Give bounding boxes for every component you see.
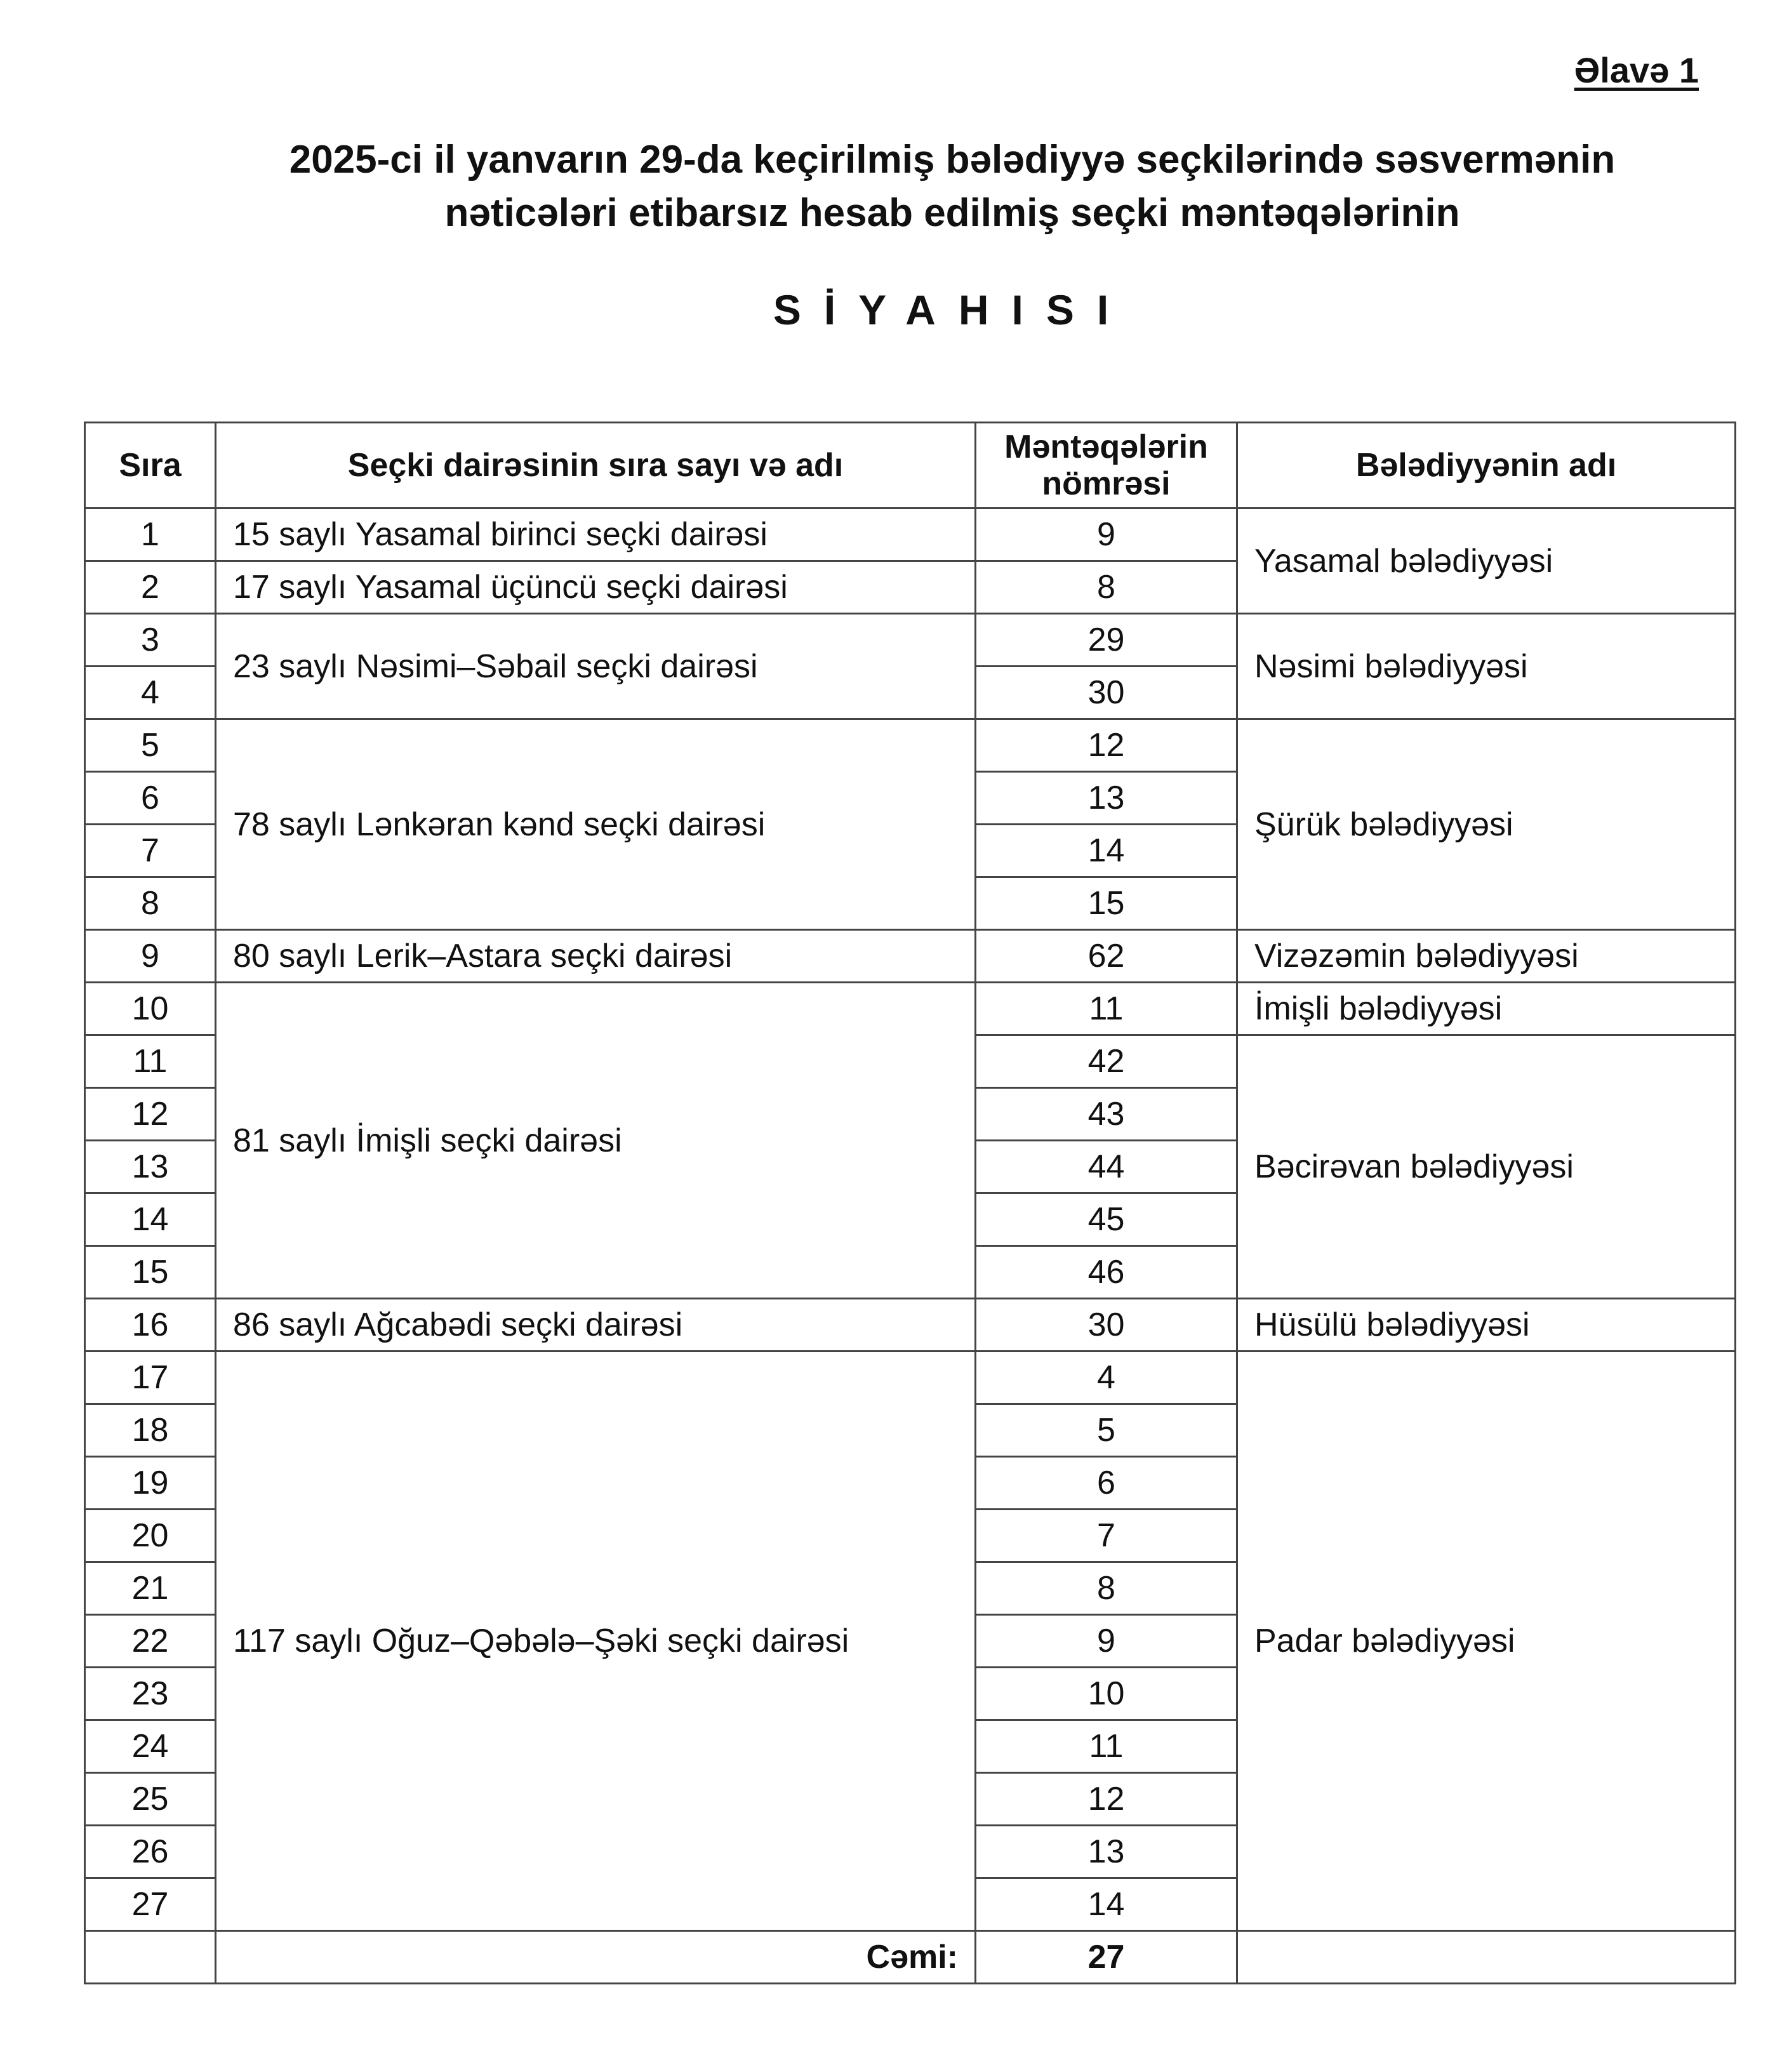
- district-cell: 117 saylı Oğuz–Qəbələ–Şəki seçki dairəsi: [216, 1351, 976, 1931]
- table-row: [85, 930, 1736, 983]
- district-cell: 81 saylı İmişli seçki dairəsi: [216, 983, 976, 1299]
- header-municipality: Bələdiyyənin adı: [1237, 423, 1736, 508]
- sira-cell: 9: [85, 930, 216, 983]
- sira-cell: 26: [85, 1826, 216, 1878]
- table-row: [85, 1299, 1736, 1351]
- municipality-cell: Vizəzəmin bələdiyyəsi: [1237, 930, 1736, 983]
- sira-cell: 27: [85, 1878, 216, 1931]
- total-empty-cell: [85, 1931, 216, 1984]
- station-cell: 46: [976, 1246, 1237, 1299]
- sira-cell: 13: [85, 1141, 216, 1193]
- district-cell: 78 saylı Lənkəran kənd seçki dairəsi: [216, 719, 976, 930]
- station-cell: 30: [976, 1299, 1237, 1351]
- sira-cell: 7: [85, 825, 216, 877]
- total-empty-cell: [1237, 1931, 1736, 1984]
- polling-stations-table: [84, 422, 1736, 1984]
- station-cell: 8: [976, 1562, 1237, 1615]
- station-cell: 9: [976, 1615, 1237, 1668]
- sira-cell: 3: [85, 614, 216, 667]
- table-row: [85, 719, 1736, 772]
- sira-cell: 15: [85, 1246, 216, 1299]
- header-sira: Sıra: [85, 423, 216, 508]
- station-cell: 13: [976, 772, 1237, 825]
- station-cell: 4: [976, 1351, 1237, 1404]
- municipality-cell: Padar bələdiyyəsi: [1237, 1351, 1736, 1931]
- header-stations-line-1: Məntəqələrin: [1004, 428, 1208, 465]
- header-district: Seçki dairəsinin sıra sayı və adı: [216, 423, 976, 508]
- sira-cell: 25: [85, 1773, 216, 1826]
- station-cell: 12: [976, 1773, 1237, 1826]
- municipality-cell: Şürük bələdiyyəsi: [1237, 719, 1736, 930]
- district-cell: 15 saylı Yasamal birinci seçki dairəsi: [216, 508, 976, 561]
- district-cell: 80 saylı Lerik–Astara seçki dairəsi: [216, 930, 976, 983]
- station-cell: 10: [976, 1668, 1237, 1720]
- table-row: [85, 1351, 1736, 1404]
- sira-cell: 10: [85, 983, 216, 1035]
- district-cell: 23 saylı Nəsimi–Səbail seçki dairəsi: [216, 614, 976, 719]
- station-cell: 11: [976, 983, 1237, 1035]
- station-cell: 45: [976, 1193, 1237, 1246]
- station-cell: 13: [976, 1826, 1237, 1878]
- sira-cell: 21: [85, 1562, 216, 1615]
- sira-cell: 24: [85, 1720, 216, 1773]
- station-cell: 15: [976, 877, 1237, 930]
- station-cell: 14: [976, 1878, 1237, 1931]
- table-row: [85, 508, 1736, 561]
- station-cell: 30: [976, 667, 1237, 719]
- list-heading: SİYAHISI: [773, 286, 1132, 333]
- sira-cell: 14: [85, 1193, 216, 1246]
- appendix-label: Əlavə 1: [1574, 50, 1699, 90]
- station-cell: 5: [976, 1404, 1237, 1457]
- station-cell: 8: [976, 561, 1237, 614]
- header-stations-line-2: nömrəsi: [1042, 465, 1171, 502]
- table-header-row: [85, 423, 1736, 508]
- sira-cell: 2: [85, 561, 216, 614]
- municipality-cell: Yasamal bələdiyyəsi: [1237, 508, 1736, 614]
- station-cell: 7: [976, 1510, 1237, 1562]
- sira-cell: 6: [85, 772, 216, 825]
- table-row: [85, 614, 1736, 667]
- municipality-cell: Nəsimi bələdiyyəsi: [1237, 614, 1736, 719]
- station-cell: 9: [976, 508, 1237, 561]
- sira-cell: 17: [85, 1351, 216, 1404]
- station-cell: 42: [976, 1035, 1237, 1088]
- station-cell: 44: [976, 1141, 1237, 1193]
- header-stations: [976, 423, 1237, 508]
- sira-cell: 1: [85, 508, 216, 561]
- sira-cell: 16: [85, 1299, 216, 1351]
- total-row: [85, 1931, 1736, 1984]
- sira-cell: 20: [85, 1510, 216, 1562]
- station-cell: 62: [976, 930, 1237, 983]
- municipality-cell: İmişli bələdiyyəsi: [1237, 983, 1736, 1035]
- sira-cell: 8: [85, 877, 216, 930]
- title-line-1: 2025-ci il yanvarın 29-da keçirilmiş bələdiyyə seçkilərində səsvermənin: [289, 138, 1616, 182]
- sira-cell: 19: [85, 1457, 216, 1510]
- station-cell: 14: [976, 825, 1237, 877]
- station-cell: 11: [976, 1720, 1237, 1773]
- title-line-2: nəticələri etibarsız hesab edilmiş seçki məntəqələrinin: [444, 191, 1460, 235]
- municipality-cell: Bəcirəvan bələdiyyəsi: [1237, 1035, 1736, 1299]
- district-cell: 86 saylı Ağcabədi seçki dairəsi: [216, 1299, 976, 1351]
- station-cell: 6: [976, 1457, 1237, 1510]
- total-label: Cəmi:: [216, 1931, 976, 1984]
- sira-cell: 11: [85, 1035, 216, 1088]
- sira-cell: 12: [85, 1088, 216, 1141]
- total-value: 27: [976, 1931, 1237, 1984]
- table-row: [85, 983, 1736, 1035]
- sira-cell: 22: [85, 1615, 216, 1668]
- sira-cell: 5: [85, 719, 216, 772]
- sira-cell: 4: [85, 667, 216, 719]
- station-cell: 12: [976, 719, 1237, 772]
- document-title: [127, 133, 1775, 240]
- sira-cell: 18: [85, 1404, 216, 1457]
- station-cell: 43: [976, 1088, 1237, 1141]
- district-cell: 17 saylı Yasamal üçüncü seçki dairəsi: [216, 561, 976, 614]
- municipality-cell: Hüsülü bələdiyyəsi: [1237, 1299, 1736, 1351]
- station-cell: 29: [976, 614, 1237, 667]
- sira-cell: 23: [85, 1668, 216, 1720]
